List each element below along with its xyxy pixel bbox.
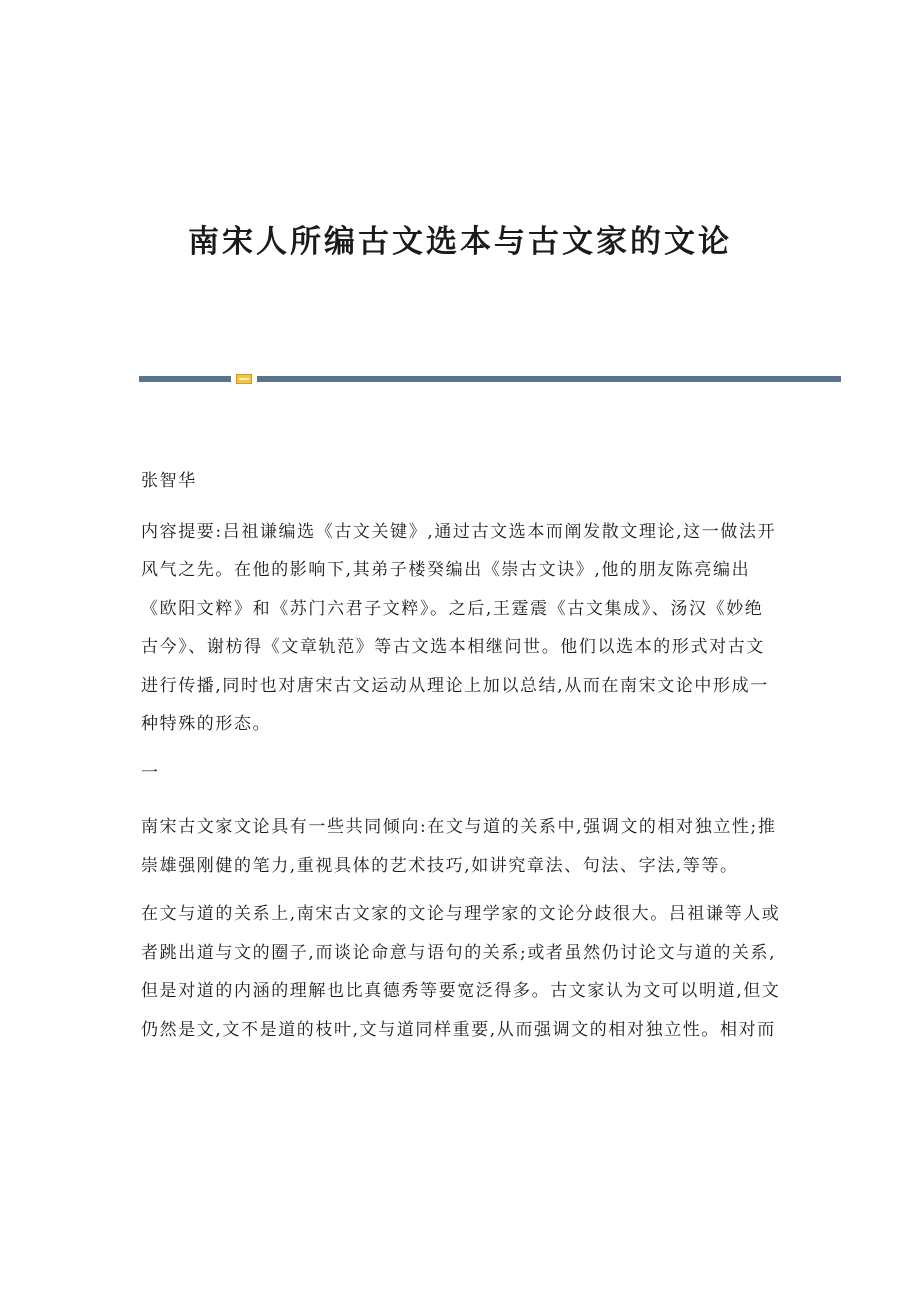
divider-bar-left [139,376,231,382]
body-paragraph: 在文与道的关系上,南宋古文家的文论与理学家的文论分歧很大。吕祖谦等人或者跳出道与文的圈子,而谈论命意与语句的关系;或者虽然仍讨论文与道的关系,但是对道的内涵的理解也比真德秀等要宽泛得多。古文家认为文可以明道,但文仍然是文,文不是道的枝叶,文与道同样重要,从而强调文的相对独立性。相对而 [141,904,781,1040]
envelope-ornament-icon [236,374,252,384]
author-name: 张智华 [141,471,197,491]
title-divider [139,374,841,384]
divider-bar-right [257,376,841,382]
abstract-paragraph: 内容提要:吕祖谦编选《古文关键》,通过古文选本而阐发散文理论,这一做法开风气之先。在他的影响下,其弟子楼癸编出《崇古文诀》,他的朋友陈亮编出《欧阳文粹》和《苏门六君子文粹》。之后,王霆震《古文集成》、汤汉《妙绝古今》、谢枋得《文章轨范》等古文选本相继问世。他们以选本的形式对古文进行传播,同时也对唐宋古文运动从理论上加以总结,从而在南宋文论中形成一种特殊的形态。 [141,521,777,734]
section-number: 一 [141,762,160,783]
document-title: 南宋人所编古文选本与古文家的文论 [188,224,732,260]
body-paragraph: 南宋古文家文论具有一些共同倾向:在文与道的关系中,强调文的相对独立性;推崇雄强刚健的笔力,重视具体的艺术技巧,如讲究章法、句法、字法,等等。 [141,817,777,876]
document-body [141,462,781,1049]
